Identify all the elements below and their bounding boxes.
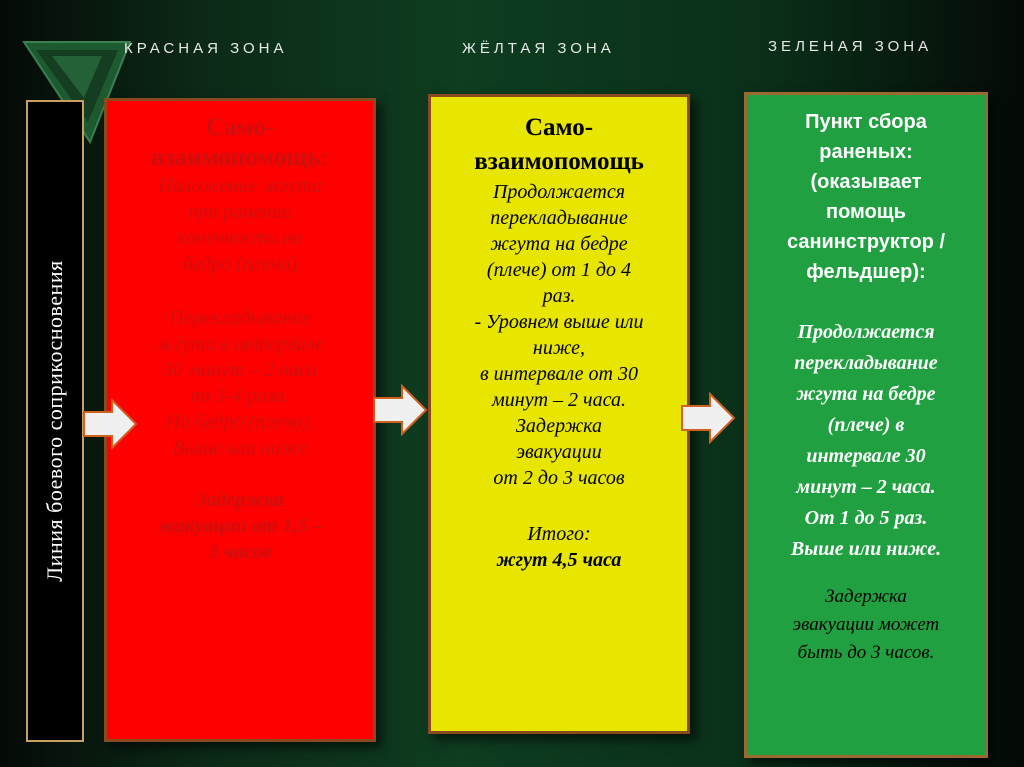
green-zone-heading: Пункт сбора раненых: (оказывает помощь санинструктор / фельдшер): bbox=[786, 111, 946, 283]
contact-line-label: Линия боевого соприкосновения bbox=[42, 260, 67, 582]
red-zone-title: КРАСНАЯ ЗОНА bbox=[124, 40, 288, 57]
green-zone-delay: Задержка эвакуации может быть до 3 часов. bbox=[792, 586, 940, 663]
green-zone-title: ЗЕЛЕНАЯ ЗОНА bbox=[768, 38, 933, 55]
red-zone-delay: Задержка эвакуации от 1,5 – 3 часов bbox=[157, 489, 323, 563]
green-zone-text: Продолжается перекладывание жгута на бедре (плече) в интервале 30 минут – 2 часа. От 1 до 5 раз. Выше или ниже. bbox=[790, 321, 942, 560]
green-zone-box bbox=[744, 92, 988, 758]
yellow-zone-heading: Само- взаимопомощь bbox=[474, 114, 644, 175]
arrow-right-icon bbox=[372, 384, 428, 436]
arrow-right-icon bbox=[680, 392, 736, 444]
contact-line-bar bbox=[26, 100, 84, 742]
yellow-zone-text: Продолжается перекладывание жгута на бедре (плече) от 1 до 4 раз. - Уровнем выше или ниже, в интервале от 30 минут – 2 часа. Задержка эвакуации от 2 до 3 часов bbox=[474, 181, 644, 489]
red-zone-text-1: Наложение жгута при ранении конечности на бедро (плечо) bbox=[158, 175, 322, 275]
red-zone-text-2: Перекладывание жгута в интервале 30 минут – 2 часа по 3-4 раза. На бедро (плечо). Выше или ниже bbox=[155, 307, 325, 459]
yellow-zone-total: Итого: жгут 4,5 часа bbox=[496, 523, 622, 571]
yellow-zone-box bbox=[428, 94, 690, 734]
red-zone-heading: Само- взаимопомощь: bbox=[151, 114, 329, 171]
arrow-right-icon bbox=[82, 398, 138, 450]
yellow-zone-title: ЖЁЛТАЯ ЗОНА bbox=[462, 40, 615, 57]
red-zone-box bbox=[104, 98, 376, 742]
